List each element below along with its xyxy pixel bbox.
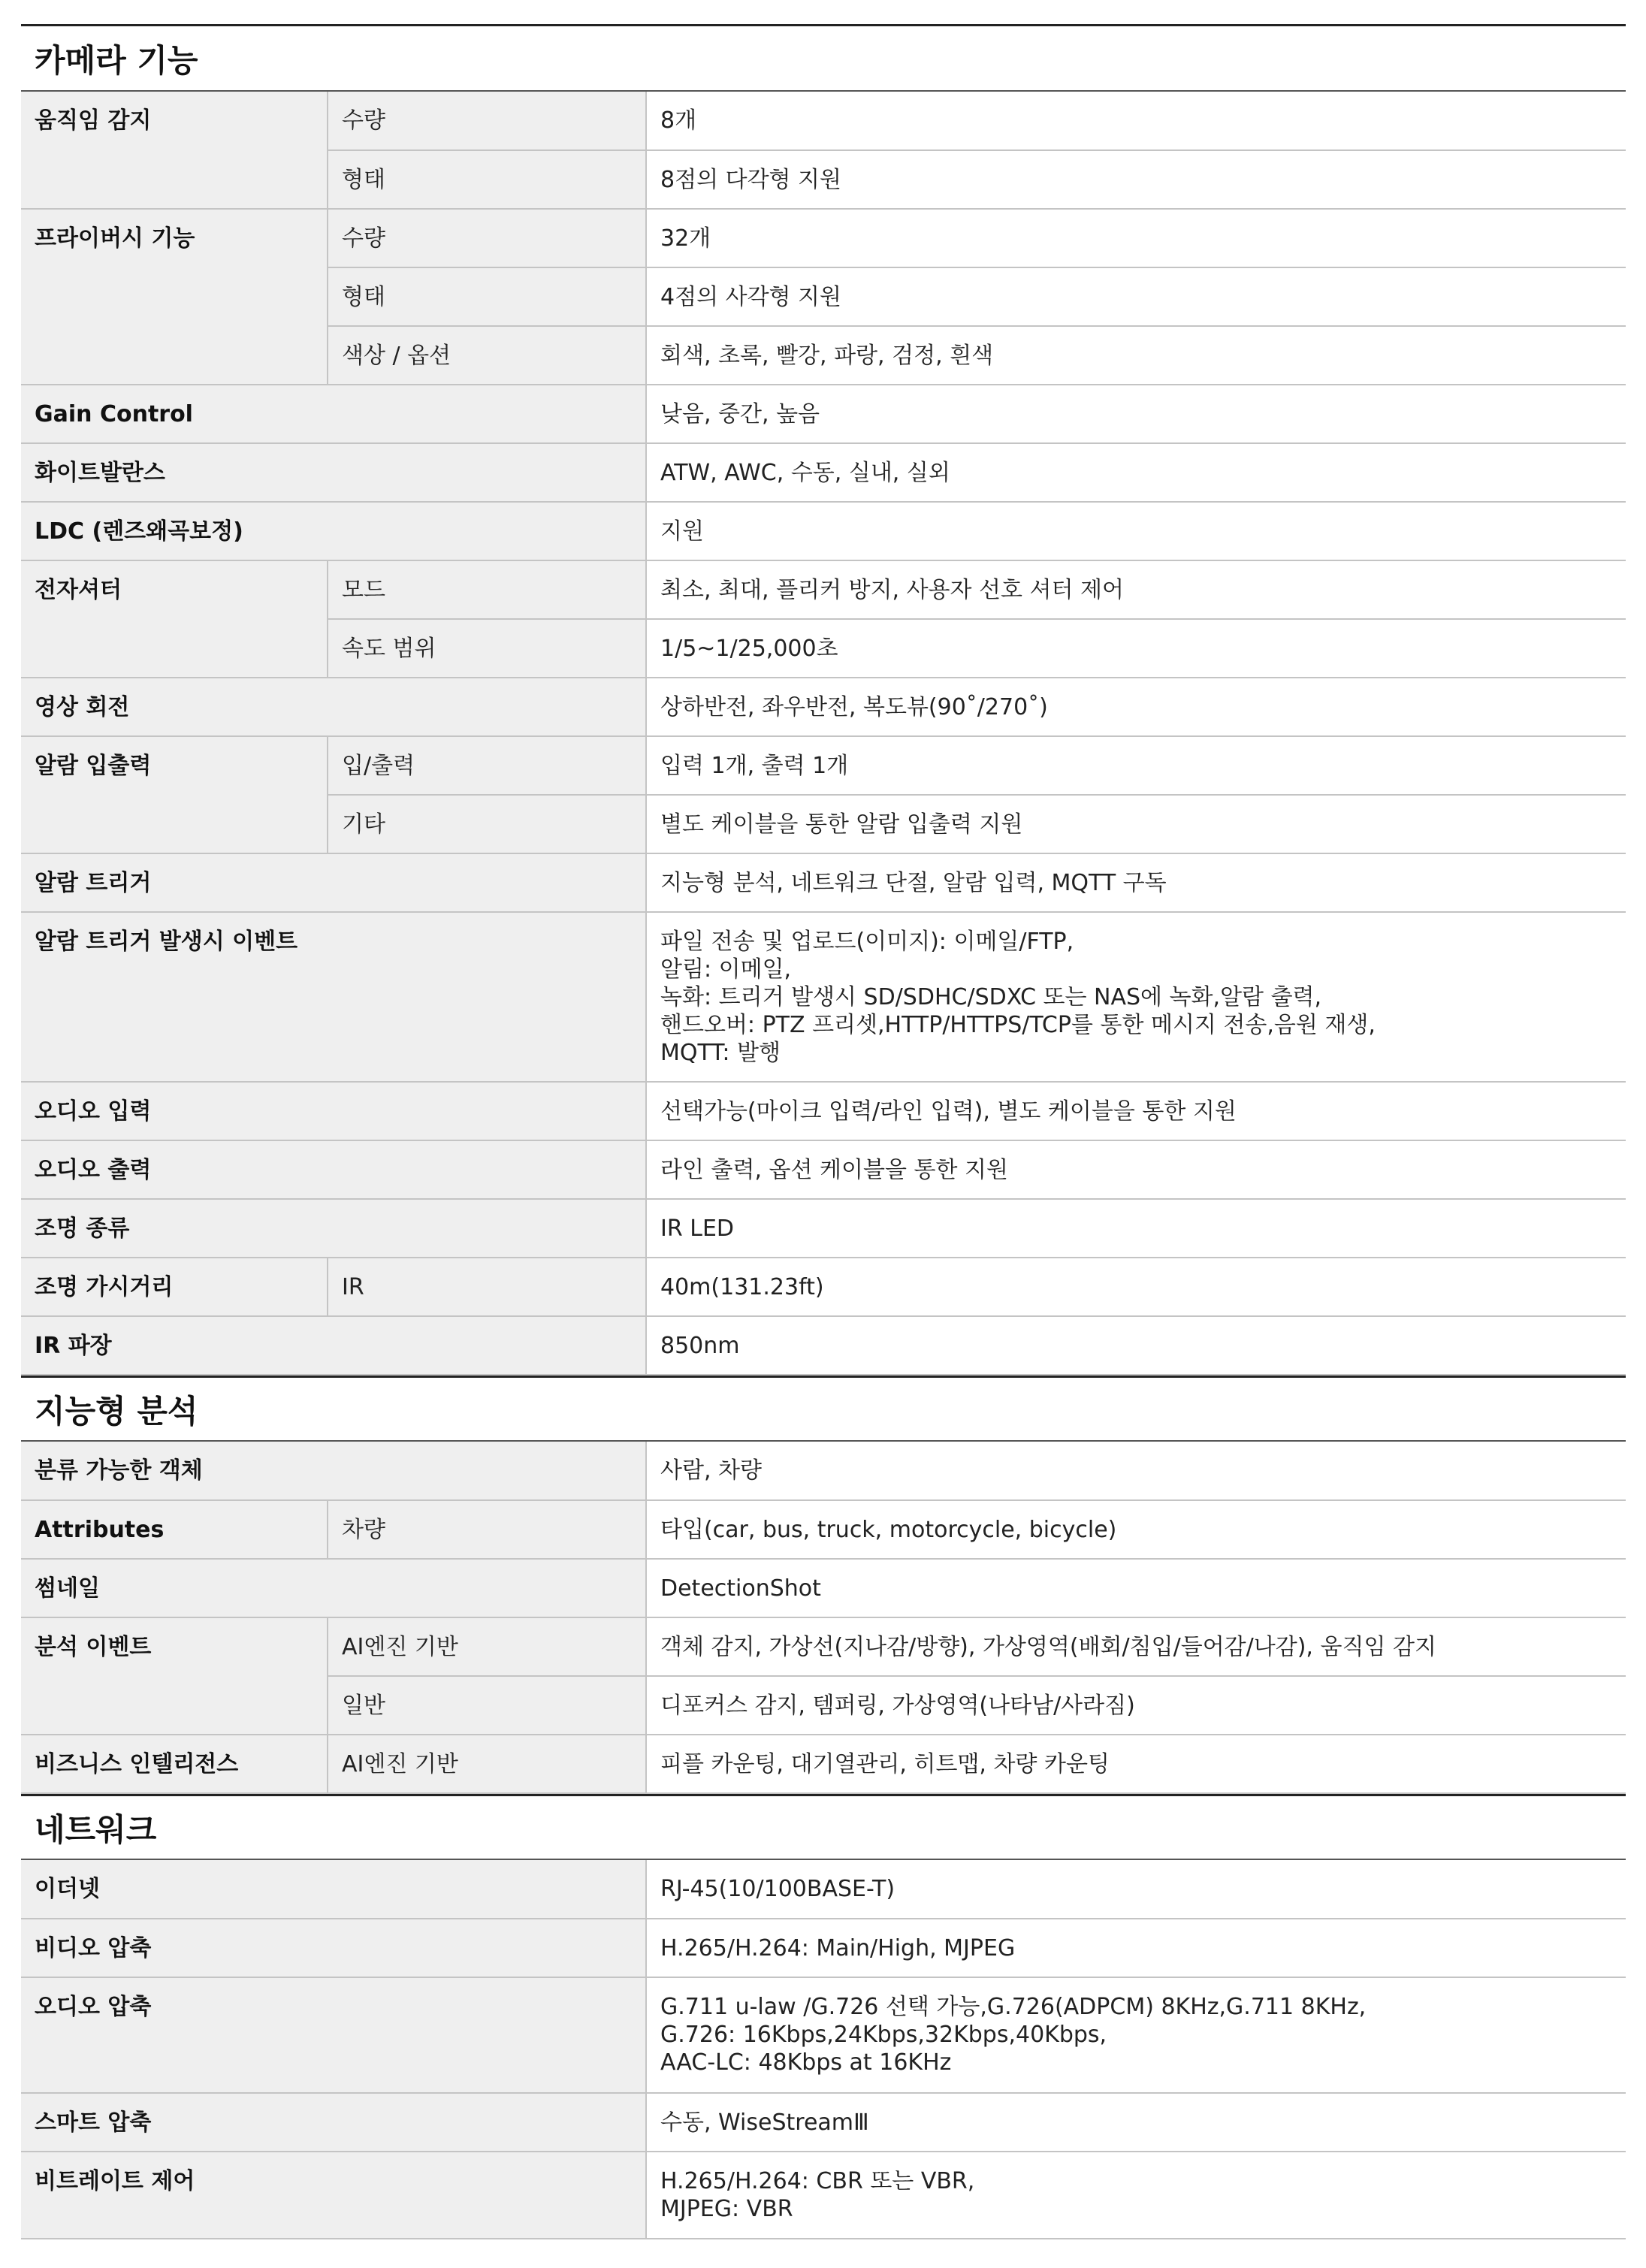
row-value: 수동, WiseStreamⅢ: [646, 2093, 1626, 2152]
row-label: 분석 이벤트: [21, 1617, 328, 1735]
row-value: 낮음, 중간, 높음: [646, 385, 1626, 443]
row-label: 조명 가시거리: [21, 1258, 328, 1316]
table-row: [21, 1735, 1626, 1793]
row-value: 사람, 차량: [646, 1442, 1626, 1500]
row-label: Gain Control: [21, 385, 646, 443]
row-label: 화이트발란스: [21, 443, 646, 502]
table-row: [21, 1919, 1626, 1977]
row-label: 전자셔터: [21, 560, 328, 678]
row-label: 이더넷: [21, 1860, 646, 1919]
row-value: 최소, 최대, 플리커 방지, 사용자 선호 셔터 제어: [646, 560, 1626, 619]
row-label: IR 파장: [21, 1316, 646, 1375]
row-value: 라인 출력, 옵션 케이블을 통한 지원: [646, 1140, 1626, 1199]
row-value: 별도 케이블을 통한 알람 입출력 지원: [646, 795, 1626, 853]
row-value: 디포커스 감지, 템퍼링, 가상영역(나타남/사라짐): [646, 1676, 1626, 1735]
table-row: [21, 1258, 1626, 1316]
row-value: 지원: [646, 502, 1626, 560]
table-row: [21, 853, 1626, 912]
row-sublabel: AI엔진 기반: [328, 1617, 646, 1676]
row-sublabel: 속도 범위: [328, 619, 646, 678]
row-label: 영상 회전: [21, 678, 646, 736]
row-value: H.265/H.264: Main/High, MJPEG: [646, 1919, 1626, 1977]
row-value: 32개: [646, 209, 1626, 267]
row-sublabel: 형태: [328, 267, 646, 326]
row-sublabel: 기타: [328, 795, 646, 853]
table-row: [21, 385, 1626, 443]
row-label: 비디오 압축: [21, 1919, 646, 1977]
row-value: RJ-45(10/100BASE-T): [646, 1860, 1626, 1919]
table-row: [21, 1140, 1626, 1199]
row-label: 움직임 감지: [21, 92, 328, 209]
row-label: LDC (렌즈왜곡보정): [21, 502, 646, 560]
row-value: 4점의 사각형 지원: [646, 267, 1626, 326]
table-row: [21, 1500, 1626, 1559]
spec-table-camera: [21, 92, 1626, 1376]
row-value: G.711 u-law /G.726 선택 가능,G.726(ADPCM) 8KHz,G.711 8KHz, G.726: 16Kbps,24Kbps,32Kbps,40Kbps, AAC-LC: 48Kbps at 16KHz: [646, 1977, 1626, 2093]
table-row: [21, 1860, 1626, 1919]
table-row: [21, 1559, 1626, 1617]
table-row: [21, 678, 1626, 736]
table-row: [21, 92, 1626, 150]
row-value: H.265/H.264: CBR 또는 VBR, MJPEG: VBR: [646, 2152, 1626, 2239]
table-row: [21, 912, 1626, 1082]
row-sublabel: 차량: [328, 1500, 646, 1559]
spec-table-intelligent-analysis: [21, 1442, 1626, 1794]
row-value: 850nm: [646, 1316, 1626, 1375]
section-title-intelligent-analysis: 지능형 분석: [21, 1376, 1626, 1442]
row-value: DetectionShot: [646, 1559, 1626, 1617]
row-value: 객체 감지, 가상선(지나감/방향), 가상영역(배회/침입/들어감/나감), 움직임 감지: [646, 1617, 1626, 1676]
row-label: 조명 종류: [21, 1199, 646, 1258]
table-row: [21, 560, 1626, 619]
row-label: 알람 입출력: [21, 736, 328, 853]
row-label: 분류 가능한 객체: [21, 1442, 646, 1500]
row-label: 썸네일: [21, 1559, 646, 1617]
row-sublabel: 형태: [328, 150, 646, 209]
row-sublabel: IR: [328, 1258, 646, 1316]
row-sublabel: 모드: [328, 560, 646, 619]
row-label: 비트레이트 제어: [21, 2152, 646, 2239]
row-sublabel: 일반: [328, 1676, 646, 1735]
row-value: 선택가능(마이크 입력/라인 입력), 별도 케이블을 통한 지원: [646, 1082, 1626, 1140]
table-row: [21, 1977, 1626, 2093]
row-sublabel: 색상 / 옵션: [328, 326, 646, 385]
row-label: 오디오 압축: [21, 1977, 646, 2093]
row-sublabel: 수량: [328, 209, 646, 267]
table-row: [21, 209, 1626, 267]
row-value: 피플 카운팅, 대기열관리, 히트맵, 차량 카운팅: [646, 1735, 1626, 1793]
row-label: 스마트 압축: [21, 2093, 646, 2152]
table-row: [21, 502, 1626, 560]
row-value: 상하반전, 좌우반전, 복도뷰(90˚/270˚): [646, 678, 1626, 736]
table-row: [21, 1316, 1626, 1375]
table-row: [21, 1442, 1626, 1500]
row-value: 회색, 초록, 빨강, 파랑, 검정, 흰색: [646, 326, 1626, 385]
row-label: 오디오 입력: [21, 1082, 646, 1140]
row-value: 지능형 분석, 네트워크 단절, 알람 입력, MQTT 구독: [646, 853, 1626, 912]
row-sublabel: 수량: [328, 92, 646, 150]
table-row: [21, 2152, 1626, 2239]
row-value: 타입(car, bus, truck, motorcycle, bicycle): [646, 1500, 1626, 1559]
row-value: 1/5~1/25,000초: [646, 619, 1626, 678]
row-label: 오디오 출력: [21, 1140, 646, 1199]
row-value: 40m(131.23ft): [646, 1258, 1626, 1316]
table-row: [21, 736, 1626, 795]
row-label: 프라이버시 기능: [21, 209, 328, 385]
table-row: [21, 443, 1626, 502]
table-row: [21, 1617, 1626, 1676]
row-value: 입력 1개, 출력 1개: [646, 736, 1626, 795]
row-label: 알람 트리거: [21, 853, 646, 912]
row-label: 비즈니스 인텔리전스: [21, 1735, 328, 1793]
table-row: [21, 1199, 1626, 1258]
row-value: 8점의 다각형 지원: [646, 150, 1626, 209]
table-row: [21, 1082, 1626, 1140]
row-label: 알람 트리거 발생시 이벤트: [21, 912, 646, 1082]
spec-table-network: [21, 1860, 1626, 2239]
section-title-network: 네트워크: [21, 1794, 1626, 1860]
table-row: [21, 2093, 1626, 2152]
row-value: ATW, AWC, 수동, 실내, 실외: [646, 443, 1626, 502]
row-sublabel: 입/출력: [328, 736, 646, 795]
section-title-camera: 카메라 기능: [21, 24, 1626, 92]
row-value: 파일 전송 및 업로드(이미지): 이메일/FTP, 알림: 이메일, 녹화: 트리거 발생시 SD/SDHC/SDXC 또는 NAS에 녹화,알람 출력, 핸드오버: PTZ 프리셋,HTTP/HTTPS/TCP를 통한 메시지 전송,음원 재생, MQTT: 발행: [646, 912, 1626, 1082]
row-value: IR LED: [646, 1199, 1626, 1258]
row-label: Attributes: [21, 1500, 328, 1559]
row-value: 8개: [646, 92, 1626, 150]
row-sublabel: AI엔진 기반: [328, 1735, 646, 1793]
spec-sheet: [21, 24, 1626, 2239]
